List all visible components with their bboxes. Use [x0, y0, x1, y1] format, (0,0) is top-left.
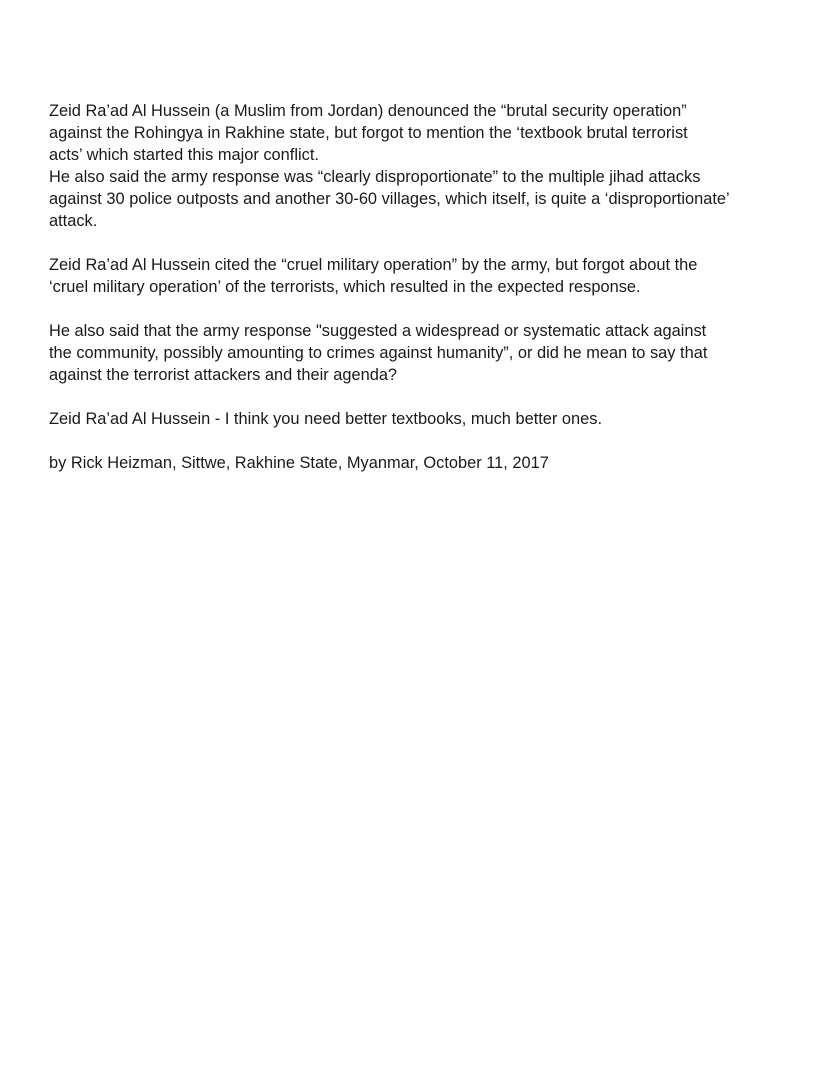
paragraph-4: [49, 408, 789, 430]
text-line: Zeid Ra’ad Al Hussein (a Muslim from Jordan) denounced the “brutal security operation”: [49, 102, 687, 120]
text-line: ‘cruel military operation’ of the terrorists, which resulted in the expected response.: [49, 278, 641, 296]
text-line: against 30 police outposts and another 30-60 villages, which itself, is quite a ‘disproportionate’: [49, 190, 730, 208]
text-line: Zeid Ra’ad Al Hussein cited the “cruel military operation” by the army, but forgot about the: [49, 256, 698, 274]
byline: [49, 452, 789, 474]
byline-text: by Rick Heizman, Sittwe, Rakhine State, Myanmar, October 11, 2017: [49, 454, 549, 472]
paragraph-1: [49, 100, 789, 232]
text-line: He also said that the army response "suggested a widespread or systematic attack against: [49, 322, 707, 340]
text-line: attack.: [49, 212, 98, 230]
text-line: He also said the army response was “clearly disproportionate” to the multiple jihad attacks: [49, 168, 701, 186]
text-line: acts’ which started this major conflict.: [49, 146, 319, 164]
paragraph-2: [49, 254, 789, 298]
paragraph-3: [49, 320, 789, 386]
text-line: against the Rohingya in Rakhine state, but forgot to mention the ‘textbook brutal terrorist: [49, 124, 688, 142]
text-line: Zeid Ra’ad Al Hussein - I think you need better textbooks, much better ones.: [49, 410, 603, 428]
text-line: against the terrorist attackers and their agenda?: [49, 366, 398, 384]
document-body: [49, 100, 789, 496]
text-line: the community, possibly amounting to crimes against humanity”, or did he mean to say that: [49, 344, 708, 362]
